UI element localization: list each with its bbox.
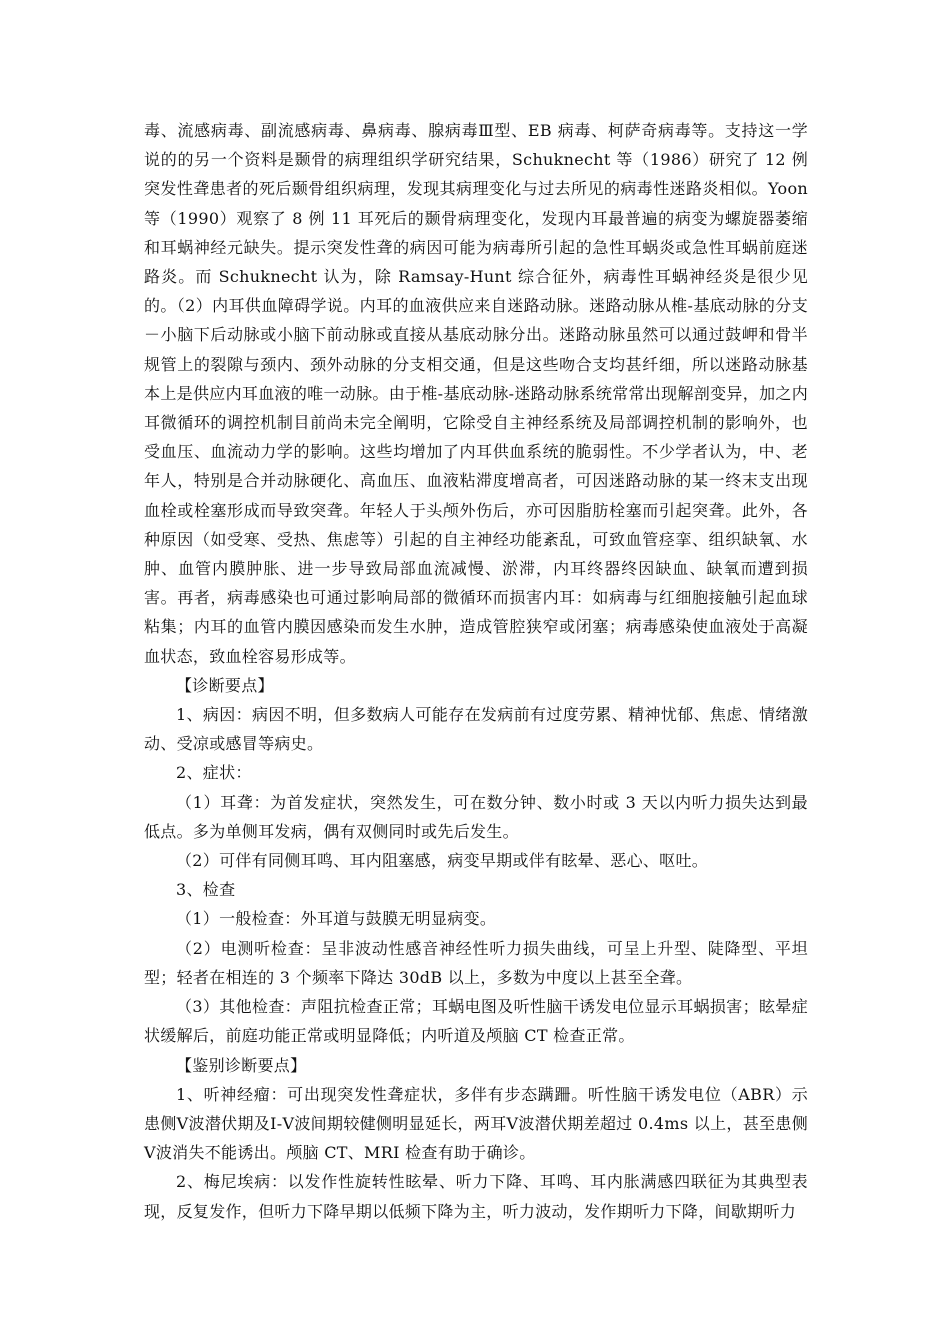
paragraph-exam-other: （3）其他检查：声阻抗检查正常；耳蜗电图及听性脑干诱发电位显示耳蜗损害；眩晕症状缓解后，前庭功能正常或明显降低；内听道及颅脑 CT 检查正常。 — [144, 997, 808, 1046]
paragraph-diff-acoustic-neuroma: 1、听神经瘤：可出现突发性聋症状，多伴有步态蹒跚。听性脑干诱发电位（ABR）示患侧Ⅴ波潜伏期及Ⅰ-Ⅴ波间期较健侧明显延长，两耳Ⅴ波潜伏期差超过 0.4ms 以上，甚至患侧Ⅴ波消失不能诱出。颅脑 CT、MRI 检查有助于确诊。 — [144, 1084, 808, 1163]
paragraph-symptoms: 2、症状： — [176, 763, 252, 783]
paragraph-symptom-tinnitus: （2）可伴有同侧耳鸣、耳内阻塞感，病变早期或伴有眩晕、恶心、呕吐。 — [176, 851, 709, 871]
paragraph-exam-audiometry: （2）电测听检查：呈非波动性感音神经性听力损失曲线，可呈上升型、陡降型、平坦型；轻者在相连的 3 个频率下降达 30dB 以上，多数为中度以上甚至全聋。 — [144, 938, 808, 987]
document-page — [144, 116, 808, 1226]
heading-differential-diagnosis: 【鉴别诊断要点】 — [176, 1055, 307, 1075]
paragraph-exam-general: （1）一般检查：外耳道与鼓膜无明显病变。 — [176, 909, 497, 929]
paragraph-diff-meniere: 2、梅尼埃病：以发作性旋转性眩晕、听力下降、耳鸣、耳内胀满感四联征为其典型表现，反复发作，但听力下降早期以低频下降为主，听力波动，发作期听力下降，间歇期听力 — [144, 1172, 808, 1221]
paragraph-symptom-deafness: （1）耳聋：为首发症状，突然发生，可在数分钟、数小时或 3 天以内听力损失达到最低点。多为单侧耳发病，偶有双侧同时或先后发生。 — [144, 792, 808, 841]
paragraph-cause: 1、病因：病因不明，但多数病人可能存在发病前有过度劳累、精神忧郁、焦虑、情绪激动、受凉或感冒等病史。 — [144, 705, 808, 754]
heading-diagnosis-points: 【诊断要点】 — [176, 675, 274, 695]
paragraph-etiology: 毒、流感病毒、副流感病毒、鼻病毒、腺病毒Ⅲ型、EB 病毒、柯萨奇病毒等。支持这一学说的的另一个资料是颞骨的病理组织学研究结果，Schuknecht 等（1986）研究了 12 例突发性聋患者的死后颞骨组织病理，发现其病理变化与过去所见的病毒性迷路炎相似。Yoon 等（1990）观察了 8 例 11 耳死后的颞骨病理变化，发现内耳最普遍的病变为螺旋器萎缩和耳蜗神经元缺失。提示突发性聋的病因可能为病毒所引起的急性耳蜗炎或急性耳蜗前庭迷路炎。而 Schuknecht 认为，除 Ramsay-Hunt 综合征外，病毒性耳蜗神经炎是很少见的。（2）内耳供血障碍学说。内耳的血液供应来自迷路动脉。迷路动脉从椎-基底动脉的分支 －小脑下后动脉或小脑下前动脉或直接从基底动脉分出。迷路动脉虽然可以通过鼓岬和骨半规管上的裂隙与颈内、颈外动脉的分支相交通，但是这些吻合支均甚纤细，所以迷路动脉基本上是供应内耳血液的唯一动脉。由于椎-基底动脉-迷路动脉系统常常出现解剖变异，加之内耳微循环的调控机制目前尚未完全阐明，它除受自主神经系统及局部调控机制的影响外，也受血压、血流动力学的影响。这些均增加了内耳供血系统的脆弱性。不少学者认为，中、老年人，特别是合并动脉硬化、高血压、血液粘滞度增高者，可因迷路动脉的某一终末支出现血栓或栓塞形成而导致突聋。年轻人于头颅外伤后，亦可因脂肪栓塞而引起突聋。此外，各种原因（如受寒、受热、焦虑等）引起的自主神经功能紊乱，可致血管痉挛、组织缺氧、水肿、血管内膜肿胀、进一步导致局部血流减慢、淤滞，内耳终器终因缺血、缺氧而遭到损害。再者，病毒感染也可通过影响局部的微循环而损害内耳：如病毒与红细胞接触引起血球粘集；内耳的血管内膜因感染而发生水肿，造成管腔狭窄或闭塞；病毒感染使血液处于高凝血状态，致血栓容易形成等。 — [144, 121, 808, 666]
paragraph-examination: 3、检查 — [176, 880, 236, 900]
